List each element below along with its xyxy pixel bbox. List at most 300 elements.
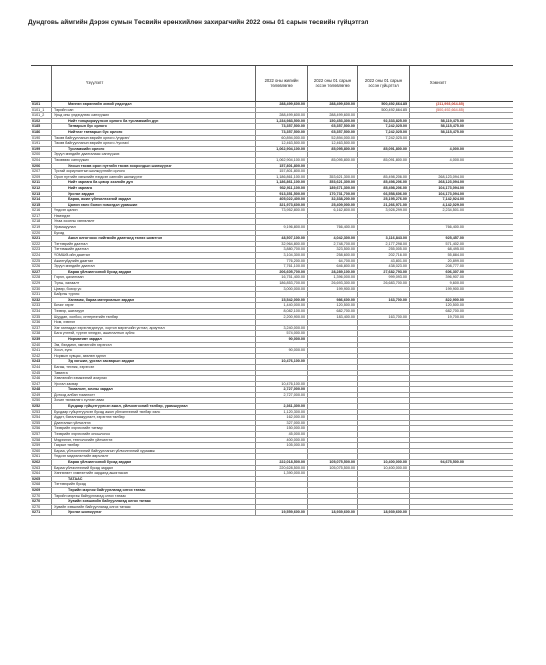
row-savings xyxy=(410,219,466,224)
row-month-plan: 199,900.00 xyxy=(308,287,358,292)
row-month-plan: 65,357,500.00 xyxy=(308,124,358,129)
row-annual-plan: 73,952,800.00 xyxy=(256,208,308,213)
row-indicator: Төрийн мэргэж байгууллагад олгох татаас xyxy=(52,488,256,493)
row-code: 0222 xyxy=(31,242,52,247)
row-month-plan xyxy=(308,371,358,376)
row-actual: 163,700.00 xyxy=(358,315,410,320)
row-actual: 500,492,664.85 xyxy=(358,102,410,107)
row-actual xyxy=(358,393,410,398)
row-savings: 55,884.00 xyxy=(447,253,464,258)
row-indicator: Тусламжийн орлого xyxy=(52,147,256,152)
row-indicator: Хэвлэлийн хэмжээний ахиулах xyxy=(52,376,256,381)
row-annual-plan: 1,062,904,100.00 xyxy=(256,147,308,152)
row-indicator: Бусад xyxy=(52,231,256,236)
row-indicator: Бараа үйлчилгээний бусад зардал xyxy=(52,270,256,275)
row-actual: 7,242,025.00 xyxy=(358,124,410,129)
row-actual: 7,242,025.00 xyxy=(358,130,410,135)
row-annual-plan: 90,000.00 xyxy=(256,337,308,342)
row-savings xyxy=(410,320,466,325)
row-indicator: Төрийн сан xyxy=(52,108,256,113)
row-indicator: Урсгал шилжүүлэг xyxy=(52,510,256,515)
row-annual-plan: 932,911,100.00 xyxy=(256,186,308,191)
row-month-plan xyxy=(308,488,358,493)
row-code: 0263 xyxy=(31,466,52,471)
row-month-plan xyxy=(308,505,358,510)
row-actual xyxy=(358,164,410,169)
row-indicator: Бичиг хэрэг xyxy=(52,303,256,308)
row-code: 0258 xyxy=(31,438,52,443)
row-annual-plan xyxy=(256,343,308,348)
row-month-plan xyxy=(308,494,358,499)
row-savings xyxy=(410,438,466,443)
row-savings: (211,993,064.85) xyxy=(436,102,464,106)
row-code: 0207 xyxy=(31,169,52,174)
row-month-plan: 288,499,600.00 xyxy=(308,102,358,107)
header-savings: Хэмнэлт xyxy=(429,80,447,86)
row-savings xyxy=(410,398,466,403)
row-savings xyxy=(410,432,466,437)
table-header xyxy=(31,66,513,102)
row-savings xyxy=(410,141,466,146)
row-code: 0215 xyxy=(31,203,52,208)
row-indicator: Эд хогшил, урсгал засварын зардал xyxy=(52,359,256,364)
row-code: 0243 xyxy=(31,359,52,364)
row-annual-plan: 73,357,500.00 xyxy=(256,124,308,129)
row-actual: 18,939,600.00 xyxy=(358,510,410,515)
row-savings: 19,700.00 xyxy=(447,314,464,319)
row-actual xyxy=(358,438,410,443)
row-indicator: Мөнгөн хөрөнгийн эхний үлдэгдэл xyxy=(52,102,256,107)
row-indicator: Урьд оны үлдэгдлээс санхүүжих xyxy=(52,113,256,118)
row-code: 0223 xyxy=(31,247,52,252)
row-savings: 268,123,094.00 xyxy=(438,180,464,185)
row-savings xyxy=(410,454,466,459)
row-month-plan xyxy=(308,382,358,387)
row-actual: 2,177,298.00 xyxy=(358,242,410,247)
row-actual: 26,683,700.00 xyxy=(358,281,410,286)
row-month-plan xyxy=(308,438,358,443)
row-code: 0268 xyxy=(31,482,52,487)
row-indicator: Тэтгэвэрийн бусад xyxy=(52,482,256,487)
row-month-plan xyxy=(308,421,358,426)
row-annual-plan: 222,018,500.00 xyxy=(256,460,308,465)
row-month-plan xyxy=(308,454,358,459)
row-code: 0246 xyxy=(31,376,52,381)
row-actual: 163,700.00 xyxy=(358,298,410,303)
row-annual-plan: 913,351,500.00 xyxy=(256,192,308,197)
row-actual xyxy=(358,477,410,482)
row-indicator: Тавилга xyxy=(52,371,256,376)
row-code: 0241 xyxy=(31,348,52,353)
row-annual-plan: 157,801,800.00 xyxy=(256,164,308,169)
row-actual xyxy=(358,494,410,499)
row-annual-plan xyxy=(256,214,308,219)
row-savings: 7,142,924.00 xyxy=(442,197,464,202)
row-annual-plan: 321,973,600.00 xyxy=(256,203,308,208)
row-actual xyxy=(358,499,410,504)
row-indicator: Хоол, хүнс xyxy=(52,348,256,353)
row-month-plan: 18,939,600.00 xyxy=(308,510,358,515)
row-annual-plan: 400,000.00 xyxy=(256,438,308,443)
row-actual xyxy=(358,359,410,364)
row-month-plan: 32,338,200.00 xyxy=(308,197,358,202)
row-annual-plan xyxy=(256,376,308,381)
row-actual: 85,498,206.00 xyxy=(358,175,410,180)
row-code: 0224 xyxy=(31,253,52,258)
row-month-plan xyxy=(308,499,358,504)
row-indicator: Улсын төсөв орон нутгийн төсөв хоорондын шилжүүлэг xyxy=(52,164,256,169)
row-annual-plan: 45,000.00 xyxy=(256,432,308,437)
row-month-plan: 766,400.00 xyxy=(308,225,358,230)
row-code: 0240 xyxy=(31,343,52,348)
row-annual-plan xyxy=(256,454,308,459)
row-indicator: Тэтгэврийн даатгал xyxy=(52,242,256,247)
row-annual-plan xyxy=(256,477,308,482)
row-actual: 10,400,000.00 xyxy=(358,460,410,465)
row-indicator: Татварын бус орлого xyxy=(52,124,256,129)
row-annual-plan: 7,761,100.00 xyxy=(256,264,308,269)
row-actual: 999,093.00 xyxy=(358,275,410,280)
row-month-plan: 353,621,300.00 xyxy=(308,175,358,180)
row-code: 0238 xyxy=(31,331,52,336)
row-month-plan: 323,500.00 xyxy=(308,247,358,252)
row-indicator: Газрын төлбөр xyxy=(52,443,256,448)
row-actual xyxy=(358,454,410,459)
row-annual-plan xyxy=(256,371,308,376)
row-actual: 85,498,206.00 xyxy=(358,180,410,185)
row-actual xyxy=(358,292,410,297)
row-savings xyxy=(410,136,466,141)
row-savings: (500,492,664.85) xyxy=(435,107,464,112)
row-annual-plan xyxy=(256,449,308,454)
row-actual xyxy=(358,488,410,493)
row-actual xyxy=(358,365,410,370)
row-annual-plan: 19,559,600.00 xyxy=(256,510,308,515)
row-indicator: Ном, хэвлэл xyxy=(52,320,256,325)
row-code: 0230 xyxy=(31,287,52,292)
row-annual-plan: 9,196,800.00 xyxy=(256,225,308,230)
row-indicator: ҮОМШӨ-ийн даатгал xyxy=(52,253,256,258)
row-actual xyxy=(358,382,410,387)
row-indicator: Цалин хөлс болон нэмэгдэл урамшил xyxy=(52,203,256,208)
row-savings xyxy=(410,477,466,482)
row-savings xyxy=(410,337,466,342)
row-annual-plan: 2,200,900.00 xyxy=(256,315,308,320)
row-indicator: Хувийн хэвшлийн байгууллагад олгох татаас xyxy=(52,499,256,504)
row-indicator: Хөг хангадал хэрэглэгдэхүүн, хортон мэрэгчийн устгал, ариутгал xyxy=(52,326,256,331)
row-code: 0225 xyxy=(31,259,52,264)
row-indicator: Багаж, техник, хэрэгсэл xyxy=(52,365,256,370)
row-month-plan: 4,042,300.00 xyxy=(308,236,358,241)
row-actual xyxy=(358,505,410,510)
row-code: 0191 xyxy=(31,141,52,146)
row-code: 0213 xyxy=(31,192,52,197)
row-annual-plan: 288,499,600.00 xyxy=(256,113,308,118)
row-month-plan xyxy=(308,415,358,420)
row-code: 0252 xyxy=(31,404,52,409)
row-month-plan xyxy=(308,359,358,364)
row-savings: 571,402.00 xyxy=(445,241,464,246)
row-actual: 25,195,276.00 xyxy=(358,197,410,202)
row-code: 0271 xyxy=(31,510,52,515)
row-indicator: Нийт зарлага ба цэвэр зээлийн дүн xyxy=(52,180,256,185)
row-indicator: Бараа, ажил үйлчилгээний зардал xyxy=(52,197,256,202)
row-annual-plan: 105,000.00 xyxy=(256,443,308,448)
row-savings xyxy=(410,348,466,353)
row-indicator: Орон нутгийн хөгжлийн нэгдсэн сангийн шилжүүлэг xyxy=(52,175,256,180)
row-indicator: Даатгалын үйлчилгээ xyxy=(52,421,256,426)
row-annual-plan: 186,853,700.00 xyxy=(256,281,308,286)
row-month-plan: 105,075,500.00 xyxy=(308,460,358,465)
row-indicator: Гэрэл, цахилгаан xyxy=(52,275,256,280)
row-actual xyxy=(358,309,410,314)
row-annual-plan xyxy=(256,152,308,157)
row-savings xyxy=(410,488,466,493)
row-annual-plan: 574,000.00 xyxy=(256,331,308,336)
row-actual: 66,558,606.00 xyxy=(358,192,410,197)
row-indicator: Цэвэр, бохир ус xyxy=(52,287,256,292)
row-actual: 500,492,664.85 xyxy=(358,108,410,113)
row-code: 0242 xyxy=(31,354,52,359)
row-annual-plan: 12,463,500.00 xyxy=(256,141,308,146)
row-actual xyxy=(358,404,410,409)
header-annual-plan: 2022 оны жилийн төлөвлөгөө xyxy=(256,66,308,101)
row-annual-plan: 1,062,904,100.00 xyxy=(256,158,308,163)
row-savings: 766,400.00 xyxy=(445,225,464,230)
row-code: 0269 xyxy=(31,488,52,493)
row-annual-plan: 8,082,100.00 xyxy=(256,309,308,314)
row-code: 0101_2 xyxy=(31,113,52,118)
row-code: 0257 xyxy=(31,432,52,437)
row-annual-plan: 162,000.00 xyxy=(256,415,308,420)
row-actual xyxy=(358,421,410,426)
row-code: 0250 xyxy=(31,398,52,403)
row-month-plan xyxy=(308,219,358,224)
row-annual-plan: 206,605,700.00 xyxy=(256,270,308,275)
row-annual-plan xyxy=(256,219,308,224)
row-annual-plan xyxy=(256,482,308,487)
row-savings xyxy=(410,415,466,420)
row-month-plan: 646,800.00 xyxy=(308,264,358,269)
row-month-plan: 1,396,000.00 xyxy=(308,275,358,280)
row-indicator: Бага үнэтэй, түргэн элэгдэх, ашиглалтын зүйлс xyxy=(52,331,256,336)
row-code: 0214 xyxy=(31,197,52,202)
header-actual: 2022 оны 01 сарын эссэн гүйцэтгэл xyxy=(358,66,410,101)
row-savings: 822,900.00 xyxy=(445,297,464,302)
row-code: 0259 xyxy=(31,443,52,448)
row-annual-plan: 405,022,400.00 xyxy=(256,197,308,202)
row-savings xyxy=(410,443,466,448)
row-month-plan xyxy=(308,354,358,359)
row-annual-plan: 1,186,861,100.00 xyxy=(256,175,308,180)
row-savings: 199,900.00 xyxy=(445,286,464,291)
row-month-plan xyxy=(308,387,358,392)
row-month-plan xyxy=(308,365,358,370)
row-code: 0211 xyxy=(31,180,52,185)
row-actual xyxy=(358,348,410,353)
row-actual xyxy=(358,152,410,157)
row-actual: 85,091,800.00 xyxy=(358,147,410,152)
row-month-plan xyxy=(308,169,358,174)
row-code: 0102 xyxy=(31,119,52,124)
row-actual xyxy=(358,443,410,448)
row-savings xyxy=(410,466,466,471)
row-indicator: Урсгал засвар xyxy=(52,382,256,387)
row-annual-plan: 48,507,100.00 xyxy=(256,236,308,241)
row-indicator: Унаа хоолны хөнгөлөлт xyxy=(52,219,256,224)
row-annual-plan: 1,234,983,500.00 xyxy=(256,119,308,124)
row-actual xyxy=(358,371,410,376)
row-savings xyxy=(410,471,466,476)
row-savings xyxy=(410,292,466,297)
row-month-plan: 85,095,800.00 xyxy=(308,147,358,152)
row-month-plan xyxy=(308,343,358,348)
row-annual-plan: 1,440,000.00 xyxy=(256,303,308,308)
row-code: 0254 xyxy=(31,415,52,420)
row-annual-plan: 3,104,300.00 xyxy=(256,253,308,258)
row-month-plan: 26,693,300.00 xyxy=(308,281,358,286)
row-code: 0245 xyxy=(31,371,52,376)
row-code: 0229 xyxy=(31,281,52,286)
row-indicator: Ажилгүйдлийн даатгал xyxy=(52,259,256,264)
row-indicator: Тээврийн хэрэгслийн оношлогоо xyxy=(52,432,256,437)
row-month-plan: 170,731,700.00 xyxy=(308,192,358,197)
row-month-plan xyxy=(308,404,358,409)
row-indicator: Бараа, үйлчилгээний байгууллагын үйлчилгээний хураамж xyxy=(52,449,256,454)
row-actual: 202,716.00 xyxy=(358,253,410,258)
row-indicator: Аудит, баталгаажуулалт, хэрэглээ төлбөр xyxy=(52,415,256,420)
row-actual: 27,682,793.00 xyxy=(358,270,410,275)
row-month-plan xyxy=(308,477,358,482)
row-month-plan xyxy=(308,426,358,431)
row-annual-plan: 1,120,300.00 xyxy=(256,410,308,415)
row-code: 0212 xyxy=(31,186,52,191)
row-actual xyxy=(358,214,410,219)
row-savings: 68,495.00 xyxy=(447,247,464,252)
row-savings xyxy=(410,387,466,392)
row-savings xyxy=(410,426,466,431)
row-indicator: Хангамж, бараа материалын зардал xyxy=(52,298,256,303)
row-code: 0248 xyxy=(31,387,52,392)
table-row xyxy=(31,510,513,516)
budget-table xyxy=(31,65,513,516)
row-annual-plan: 150,000.00 xyxy=(256,426,308,431)
table-body xyxy=(31,102,513,516)
row-actual xyxy=(358,432,410,437)
row-annual-plan: 1,186,861,100.00 xyxy=(256,180,308,185)
row-actual xyxy=(358,398,410,403)
row-savings xyxy=(410,354,466,359)
row-savings: 2,234,501.00 xyxy=(442,208,464,213)
row-code: 0204 xyxy=(31,158,52,163)
row-code: 0209 xyxy=(31,175,52,180)
row-month-plan: 64,700.00 xyxy=(308,259,358,264)
row-savings: 104,173,094.00 xyxy=(438,185,464,190)
row-code: 0236 xyxy=(31,320,52,325)
row-indicator: Төсөв байгууллагын өөрийн орлого /үндсэн/ xyxy=(52,136,256,141)
row-actual: 92,333,825.00 xyxy=(358,119,410,124)
row-month-plan xyxy=(308,337,358,342)
row-code: 0234 xyxy=(31,309,52,314)
row-annual-plan: 3,240,000.00 xyxy=(256,326,308,331)
row-savings: 606,307.00 xyxy=(445,269,464,274)
row-month-plan: 258,600.00 xyxy=(308,253,358,258)
row-actual xyxy=(358,337,410,342)
row-actual: 3,116,843.00 xyxy=(358,236,410,241)
row-actual xyxy=(358,231,410,236)
row-month-plan: 986,600.00 xyxy=(308,298,358,303)
row-actual xyxy=(358,169,410,174)
row-actual: 85,498,206.00 xyxy=(358,186,410,191)
row-indicator: Нийт зарлага xyxy=(52,186,256,191)
row-savings xyxy=(410,214,466,219)
row-savings xyxy=(410,382,466,387)
row-savings xyxy=(410,510,466,515)
row-savings: 4,000.00 xyxy=(449,146,464,151)
row-code: 0237 xyxy=(31,326,52,331)
row-savings: 396,907.00 xyxy=(445,275,464,280)
row-savings xyxy=(410,482,466,487)
row-indicator: Урамшуулал xyxy=(52,225,256,230)
row-savings xyxy=(410,331,466,336)
row-indicator: Нийтлэг татварын бус орлого xyxy=(52,130,256,135)
row-month-plan xyxy=(308,482,358,487)
row-month-plan xyxy=(308,320,358,325)
row-code: 0265 xyxy=(31,477,52,482)
row-code: 0190 xyxy=(31,136,52,141)
row-indicator: Тусгай зориулалтын шилжүүлгийн орлого xyxy=(52,169,256,174)
row-actual xyxy=(358,410,410,415)
row-code: 0253 xyxy=(31,410,52,415)
row-month-plan xyxy=(308,432,358,437)
row-month-plan xyxy=(308,152,358,157)
row-code: 0216 xyxy=(31,208,52,213)
row-month-plan: 2,748,700.00 xyxy=(308,242,358,247)
row-indicator: Нормативт зардал xyxy=(52,337,256,342)
row-actual xyxy=(358,287,410,292)
row-code: 0206 xyxy=(31,164,52,169)
row-month-plan xyxy=(308,164,358,169)
row-indicator: Мэдээлэл, технологийн үйлчилгээ xyxy=(52,438,256,443)
row-savings xyxy=(410,421,466,426)
row-month-plan xyxy=(308,108,358,113)
row-actual xyxy=(358,482,410,487)
row-indicator: Нийт тэнцвэржүүлсэн орлого ба тусламжийн дүн xyxy=(52,119,256,124)
row-annual-plan: 220,628,500.00 xyxy=(256,466,308,471)
row-savings xyxy=(410,499,466,504)
row-actual xyxy=(358,219,410,224)
row-actual xyxy=(358,225,410,230)
row-annual-plan xyxy=(256,488,308,493)
row-annual-plan: 32,964,800.00 xyxy=(256,242,308,247)
row-month-plan: 12,463,500.00 xyxy=(308,141,358,146)
row-annual-plan xyxy=(256,354,308,359)
row-annual-plan xyxy=(256,292,308,297)
row-actual: 438,023.00 xyxy=(358,264,410,269)
row-actual xyxy=(358,387,410,392)
row-month-plan xyxy=(308,410,358,415)
header-indicator: Үзүүлэлт xyxy=(52,66,256,101)
row-savings xyxy=(410,343,466,348)
row-indicator: Урсгал зардал xyxy=(52,192,256,197)
row-month-plan xyxy=(308,471,358,476)
row-annual-plan: 157,801,800.00 xyxy=(256,169,308,174)
document-title: Дундговь аймгийн Дэрэн сумын Төсвийн ерөнхийлөн захирагчийн 2022 оны 01 сарын төсвийн гүйцэтгэл xyxy=(28,19,369,26)
row-month-plan: 353,621,300.00 xyxy=(308,180,358,185)
row-indicator: Шуудан, холбоо, интернэтийн төлбөр xyxy=(52,315,256,320)
row-savings xyxy=(410,376,466,381)
row-savings xyxy=(410,359,466,364)
